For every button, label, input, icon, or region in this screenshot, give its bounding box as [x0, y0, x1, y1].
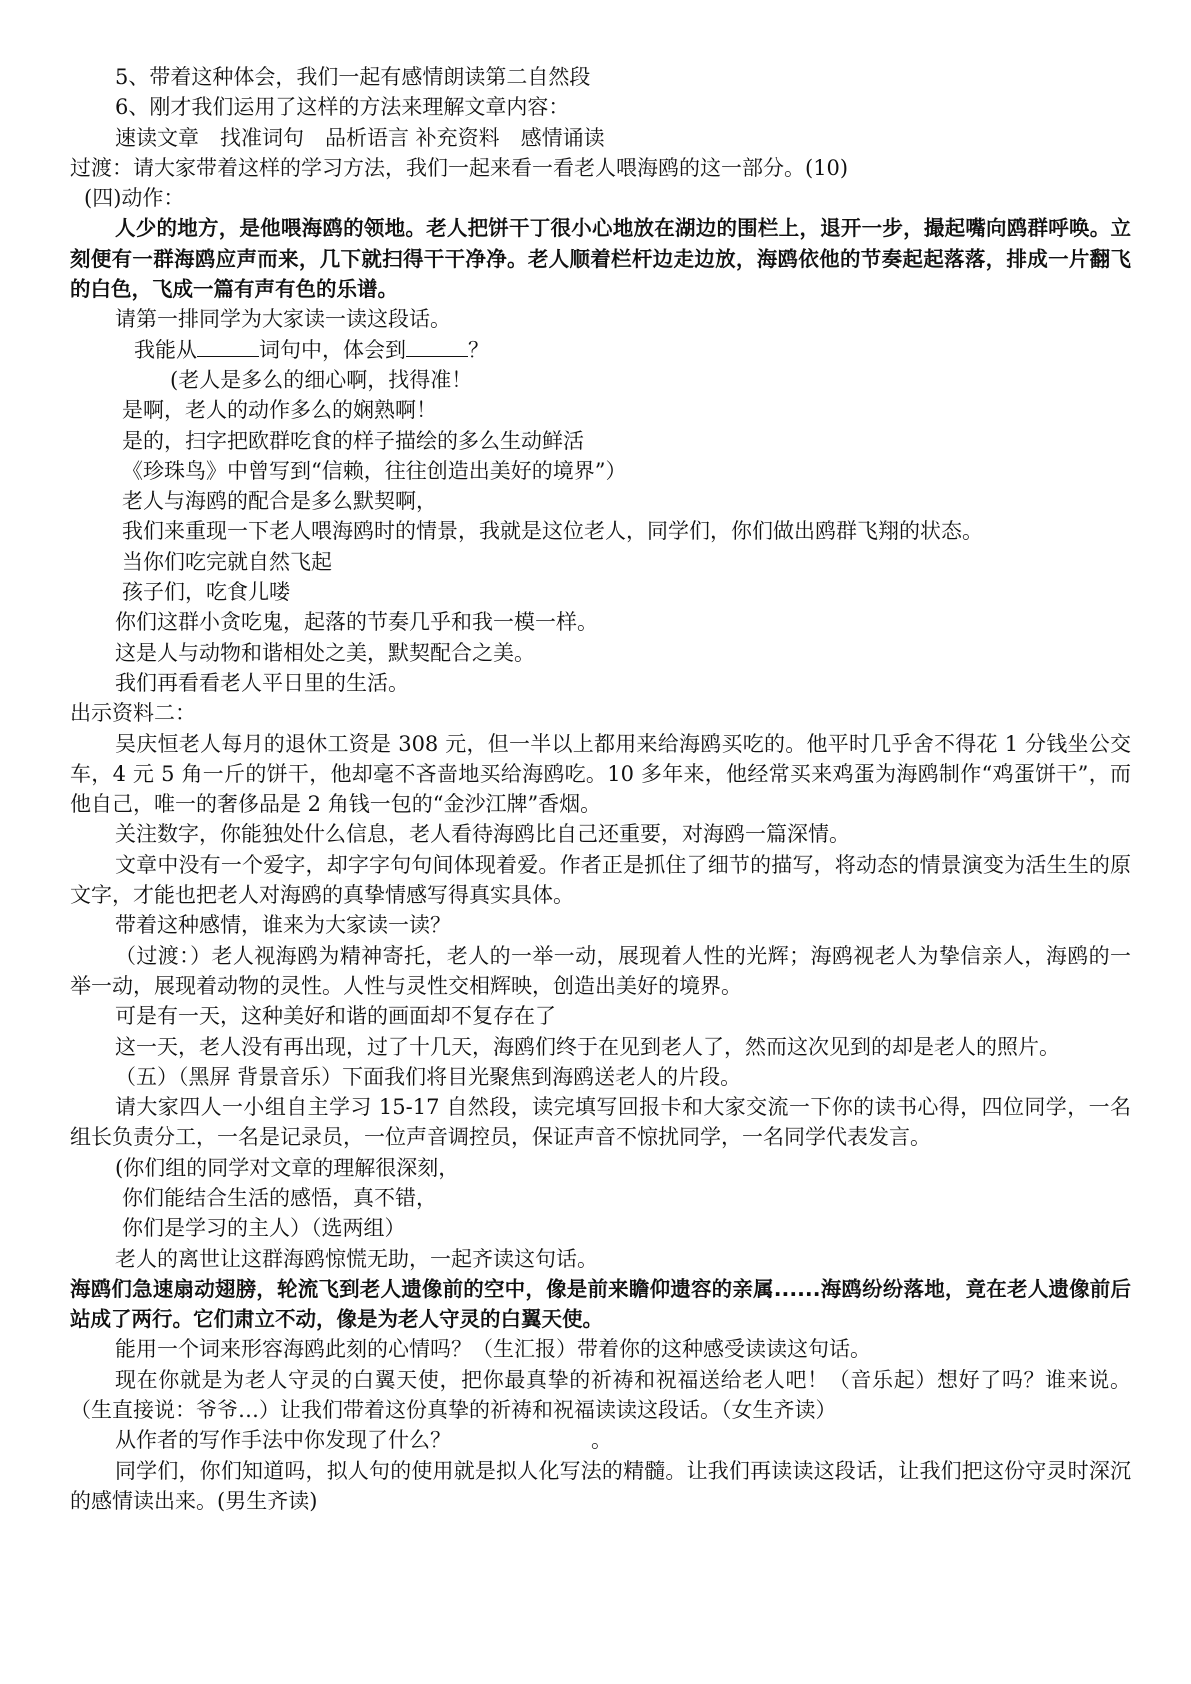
text-line: 孩子们，吃食儿喽	[122, 580, 290, 605]
paragraph: 同学们，你们知道吗，拟人句的使用就是拟人化写法的精髓。让我们再读读这段话，让我们把这份守灵时深沉的感情读出来。(男生齐读)	[70, 1458, 1131, 1513]
text-line: 出示资料二：	[70, 701, 196, 726]
text-line: 是啊，老人的动作多么的娴熟啊！	[122, 398, 437, 423]
quoted-passage: 人少的地方，是他喂海鸥的领地。老人把饼干丁很小心地放在湖边的围栏上，退开一步，撮起嘴向鸥群呼唤。立刻便有一群海鸥应声而来，几下就扫得干干净净。老人顺着栏杆边走边放，海鸥依他的节奏起起落落，排成一片翻飞的白色，飞成一篇有声有色的乐谱。	[70, 216, 1131, 302]
text-line: 过渡：请大家带着这样的学习方法，我们一起来看一看老人喂海鸥的这一部分。(10)	[70, 155, 849, 180]
text-line: 5、带着这种体会，我们一起有感情朗读第二自然段	[115, 65, 591, 89]
text-line: （五）（黑屏 背景音乐）下面我们将目光聚焦到海鸥送老人的片段。	[115, 1064, 742, 1089]
text-line: 你们能结合生活的感悟，真不错，	[122, 1185, 437, 1210]
text-line: 带着这种感情，谁来为大家读一读？	[115, 913, 451, 938]
text-line: (你们组的同学对文章的理解很深刻，	[115, 1155, 460, 1180]
text-fragment: ？	[468, 337, 489, 362]
paragraph: 现在你就是为老人守灵的白翼天使，把你最真挚的祈祷和祝福送给老人吧！（音乐起）想好了吗？谁来说。（生直接说：爷爷…）让我们带着这份真挚的祈祷和祝福读读这段话。（女生齐读）	[70, 1367, 1131, 1423]
text-line: 这是人与动物和谐相处之美，默契配合之美。	[115, 640, 535, 665]
paragraph: 文章中没有一个爱字，却字字句句间体现着爱。作者正是抓住了细节的描写，将动态的情景演变为活生生的原文字，才能也把老人对海鸥的真挚情感写得真实具体。	[70, 852, 1131, 908]
text-fragment: 我能从	[134, 337, 197, 362]
blank-underline	[197, 336, 259, 357]
text-line: 老人的离世让这群海鸥惊慌无助，一起齐读这句话。	[115, 1246, 598, 1271]
text-fragment: 从作者的写作手法中你发现了什么？	[115, 1428, 451, 1453]
text-line: 速读文章 找准词句 品析语言 补充资料 感情诵读	[115, 125, 605, 150]
text-line: 当你们吃完就自然飞起	[122, 549, 332, 574]
text-line: 是的，扫字把欧群吃食的样子描绘的多么生动鲜活	[122, 428, 584, 453]
text-line: 能用一个词来形容海鸥此刻的心情吗？（生汇报）带着你的这种感受读读这句话。	[115, 1337, 871, 1362]
text-line: 你们这群小贪吃鬼，起落的节奏几乎和我一模一样。	[115, 610, 598, 635]
text-line: 你们是学习的主人）（选两组）	[122, 1216, 406, 1241]
text-line: 我们再看看老人平日里的生活。	[115, 670, 409, 695]
text-line: 请第一排同学为大家读一读这段话。	[115, 307, 451, 332]
text-line: (老人是多么的细心啊，找得准！	[170, 367, 473, 392]
paragraph: 请大家四人一小组自主学习 15-17 自然段，读完填写回报卡和大家交流一下你的读书心得，四位同学，一名组长负责分工，一名是记录员，一位声音调控员，保证声音不惊扰同学，一名同学代表发言。	[70, 1095, 1131, 1150]
blank-underline	[406, 336, 468, 357]
text-fragment: 词句中，体会到	[259, 337, 406, 362]
text-line: 6、刚才我们运用了这样的方法来理解文章内容：	[115, 95, 570, 120]
paragraph: 这一天，老人没有再出现，过了十几天，海鸥们终于在见到老人了，然而这次见到的却是老人的照片。	[115, 1034, 1060, 1059]
text-line: 关注数字，你能独处什么信息，老人看待海鸥比自己还重要，对海鸥一篇深情。	[115, 822, 850, 847]
text-line: 老人与海鸥的配合是多么默契啊，	[122, 489, 437, 514]
text-line: 我们来重现一下老人喂海鸥时的情景，我就是这位老人，同学们，你们做出鸥群飞翔的状态。	[122, 519, 983, 544]
paragraph: 吴庆恒老人每月的退休工资是 308 元，但一半以上都用来给海鸥买吃的。他平时几乎舍不得花 1 分钱坐公交车，4 元 5 角一斤的饼干，他却毫不吝啬地买给海鸥吃。10 多年来，他经常买来鸡蛋为海鸥制作“鸡蛋饼干”，而他自己，唯一的奢侈品是 2 角钱一包的“金沙江牌”香烟。	[70, 731, 1131, 817]
text-line: 《珍珠鸟》中曾写到“信赖，往往创造出美好的境界”）	[122, 458, 627, 483]
section-heading: (四)动作：	[84, 186, 185, 211]
text-line: 可是有一天，这种美好和谐的画面却不复存在了	[115, 1004, 556, 1029]
text-fragment: 。	[591, 1428, 612, 1453]
quoted-passage: 海鸥们急速扇动翅膀，轮流飞到老人遗像前的空中，像是前来瞻仰遗容的亲属......海鸥纷纷落地，竟在老人遗像前后站成了两行。它们肃立不动，像是为老人守灵的白翼天使。	[70, 1276, 1131, 1332]
fill-blank-line	[70, 335, 1131, 365]
paragraph: （过渡：）老人视海鸥为精神寄托，老人的一举一动，展现着人性的光辉；海鸥视老人为挚信亲人，海鸥的一举一动，展现着动物的灵性。人性与灵性交相辉映，创造出美好的境界。	[70, 943, 1131, 998]
fill-blank-line	[70, 1425, 1131, 1455]
